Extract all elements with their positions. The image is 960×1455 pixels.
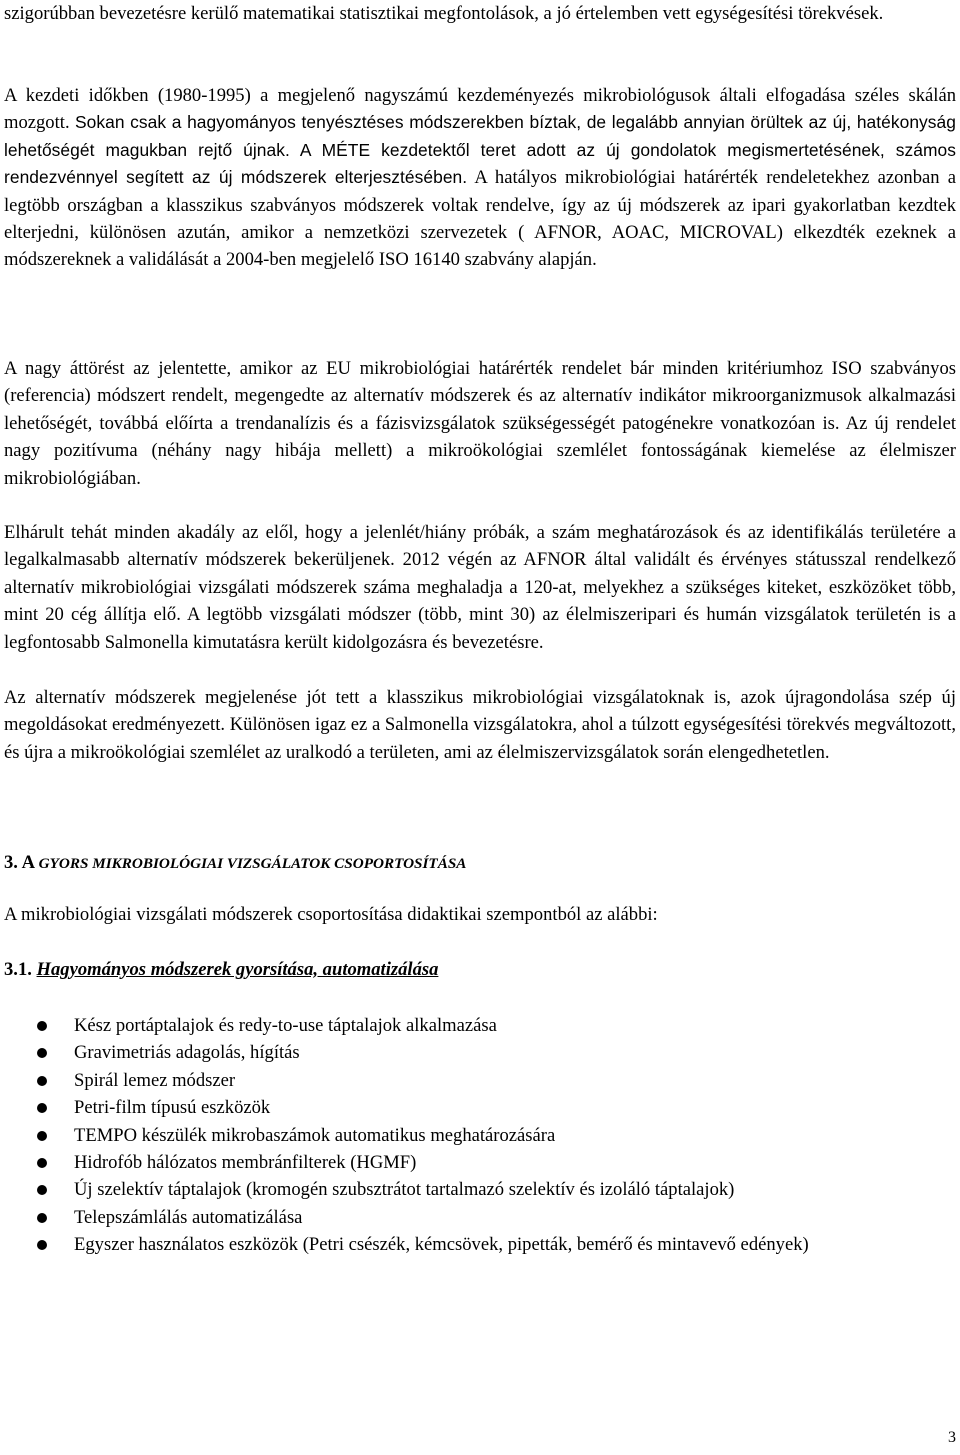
bullet-icon [37, 1021, 47, 1031]
bullet-icon [37, 1185, 47, 1195]
bullet-icon [37, 1048, 47, 1058]
paragraph-4-run-1: Elhárult tehát minden akadály az elől, hogy a jelenlét/hiány próbák, a szám meghatározások és az identifikálás területére a legalkalmasabb alternatív módszerek bekerüljenek. 2012 végén az AFNOR által validált és érvényes státusszal rendelkező alternatív mikrobiológiai vizsgálati módszerek száma meghaladja a 120-at, melyekhez a szükséges kiteket, eszközöket több, mint 20 cég állítja elő. A legtöbb vizsgálati módszer (több, mint 30) az élelmiszeripari és humán vizsgálatok területén is a legfontosabb Salmonella kimutatásra került kidolgozásra és bevezetésre. [4, 522, 956, 653]
paragraph-2 [4, 82, 956, 274]
bullet-icon [37, 1131, 47, 1141]
list-item [0, 1231, 960, 1258]
list-item-text: Gravimetriás adagolás, hígítás [74, 1042, 300, 1064]
section-3-heading [4, 849, 956, 877]
section-3-title: GYORS MIKROBIOLÓGIAI VIZSGÁLATOK CSOPORTOSÍTÁSA [38, 855, 467, 872]
section-3-1-number: 3.1. [4, 959, 32, 980]
list-item-text: Petri-film típusú eszközök [74, 1097, 271, 1119]
list-item-text: Egyszer használatos eszközök (Petri csészék, kémcsövek, pipetták, bemérő és mintavevő edények) [74, 1234, 809, 1256]
paragraph-3 [4, 355, 956, 492]
list-item [0, 1122, 960, 1149]
section-3-intro: A mikrobiológiai vizsgálati módszerek csoportosítása didaktikai szempontból az alábbi: [4, 904, 658, 925]
list-item [0, 1204, 960, 1231]
bullet-icon [37, 1213, 47, 1223]
list-item [0, 1094, 960, 1121]
list-item-text: Hidrofób hálózatos membránfilterek (HGMF) [74, 1152, 417, 1174]
list-item [0, 1067, 960, 1094]
paragraph-1-run-1: szigorúbban bevezetésre kerülő matematikai statisztikai megfontolások, a jó értelemben vett egységesítési törekvések. [4, 3, 884, 24]
method-bullet-list [0, 1012, 960, 1259]
list-item-text: Telepszámlálás automatizálása [74, 1206, 303, 1228]
list-item-text: Spirál lemez módszer [74, 1069, 236, 1091]
page-number: 3 [948, 1429, 956, 1446]
paragraph-2-run-1: A kezdeti időkben (1980-1995) a megjelenő nagyszámú kezdeményezés mikrobiológusok általi elfogadása széles skálán mozgott. [4, 85, 956, 134]
paragraph-1 [4, 0, 956, 27]
paragraph-5-run-1: Az alternatív módszerek megjelenése jót tett a klasszikus mikrobiológiai vizsgálatoknak is, azok újragondolása szép új megoldásokat eredményezett. Különösen igaz ez a Salmonella vizsgálatokra, ahol a túlzott egységesítési törekvés megváltozott, és újra a mikroökológiai szemlélet az uralkodó a területen, ami az élelmiszervizsgálatok során elengedhetetlen. [4, 687, 956, 763]
paragraph-4 [4, 519, 956, 656]
list-item [0, 1176, 960, 1203]
section-3-1-title: Hagyományos módszerek gyorsítása, automatizálása [36, 959, 439, 980]
section-3-number: 3. A [4, 852, 34, 873]
paragraph-3-run-1: A nagy áttörést az jelentette, amikor az EU mikrobiológiai határérték rendelet bár minden kritériumhoz ISO szabványos (referencia) módszert rendelt, megengedte az alternatív módszerek és az alternatív indikátor mikroorganizmusok alkalmazási lehetőségét, továbbá előírta a trendanalízis és a fázisvizsgálatok szükségességét patogénekre vonatkozóan is. Az új rendelet nagy pozitívuma (néhány nagy hibája mellett) a mikroökológiai szemlélet fontosságának kiemelése az élelmiszer mikrobiológiában. [4, 358, 956, 489]
bullet-icon [37, 1240, 47, 1250]
bullet-icon [37, 1103, 47, 1113]
bullet-icon [37, 1158, 47, 1168]
list-item-text: Kész portáptalajok és redy-to-use táptalajok alkalmazása [74, 1015, 497, 1036]
list-item-text: TEMPO készülék mikrobaszámok automatikus meghatározására [74, 1124, 556, 1146]
paragraph-2-run-2: Sokan csak a hagyományos tenyésztéses módszerekben bíztak, de legalább annyian örültek az új, hatékonyság lehetőségét magukban rejtő újnak. A MÉTE kezdetektől teret adott az új gondolatok megismertetésének, számos rendezvénnyel segített az új módszerek elterjesztésében. [4, 112, 956, 188]
list-item-text: Új szelektív táptalajok (kromogén szubsztrátot tartalmazó szelektív és izoláló táptalajok) [74, 1179, 735, 1201]
list-item [0, 1149, 960, 1176]
bullet-icon [37, 1076, 47, 1086]
list-item [0, 1012, 960, 1039]
section-3-1-heading [4, 956, 956, 983]
list-item [0, 1039, 960, 1066]
paragraph-2-run-3: A hatályos mikrobiológiai határérték rendeletekhez azonban a legtöbb országban a klasszikus szabványos módszerek voltak rendelve, így az új módszerek az ipari gyakorlatban kezdtek elterjedni, különösen azután, amikor a nemzetközi szervezetek ( AFNOR, AOAC, MICROVAL) elkezdték ezeknek a módszereknek a validálását a 2004-ben megjelelő ISO 16140 szabvány alapján. [4, 167, 956, 271]
paragraph-5 [4, 684, 956, 766]
